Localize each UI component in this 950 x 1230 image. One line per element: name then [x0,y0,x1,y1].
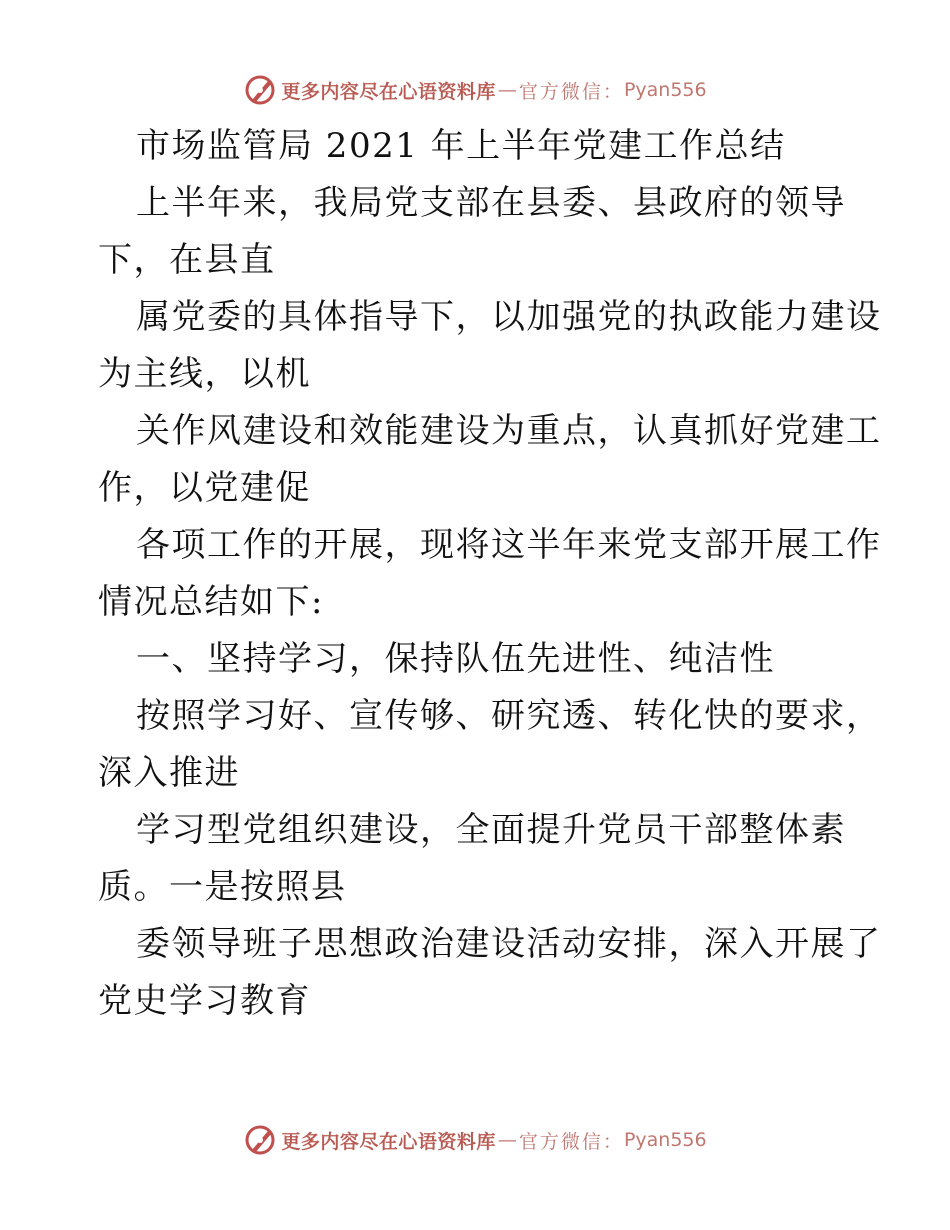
header-watermark [0,70,950,110]
paragraph-line: 学习型党组织建设，全面提升党员干部整体素 [136,810,846,850]
paragraph-line: 关作风建设和效能建设为重点，认真抓好党建工 [136,411,882,451]
watermark-main-text: 更多内容尽在心语资料库 [281,1130,496,1153]
paragraph-line: 下，在县直 [98,240,276,280]
pen-logo-icon [243,1123,277,1157]
paragraph-line: 上半年来，我局党支部在县委、县政府的领导 [136,183,846,223]
paragraph-line: 委领导班子思想政治建设活动安排，深入开展了 [136,924,882,964]
paragraph-line: 质。一是按照县 [98,867,347,907]
watermark-dash: — [497,79,517,101]
watermark-main-text: 更多内容尽在心语资料库 [281,80,496,103]
pen-logo-icon [243,73,277,107]
paragraph-line: 各项工作的开展，现将这半年来党支部开展工作 [136,525,882,565]
paragraph-line: 情况总结如下: [98,582,324,622]
paragraph-line: 党史学习教育 [98,981,311,1021]
paragraph-line: 深入推进 [98,753,240,793]
paragraph-line: 属党委的具体指导下，以加强党的执政能力建设 [136,297,882,337]
watermark-sub-text: 官方微信： [518,1130,624,1153]
document-title: 市场监管局 2021 年上半年党建工作总结 [136,126,786,166]
footer-watermark [0,1120,950,1160]
paragraph-line: 作，以党建促 [98,468,311,508]
watermark-wechat-id: Pyan556 [623,79,707,101]
paragraph-line: 为主线，以机 [98,354,311,394]
paragraph-line: 按照学习好、宣传够、研究透、转化快的要求， [136,696,882,736]
watermark-sub-text: 官方微信： [518,80,624,103]
document-lines [98,175,882,1030]
paragraph-line: 一、坚持学习，保持队伍先进性、纯洁性 [136,639,775,679]
watermark-dash: — [497,1129,517,1151]
watermark-wechat-id: Pyan556 [623,1129,707,1151]
document-body [98,118,882,1030]
